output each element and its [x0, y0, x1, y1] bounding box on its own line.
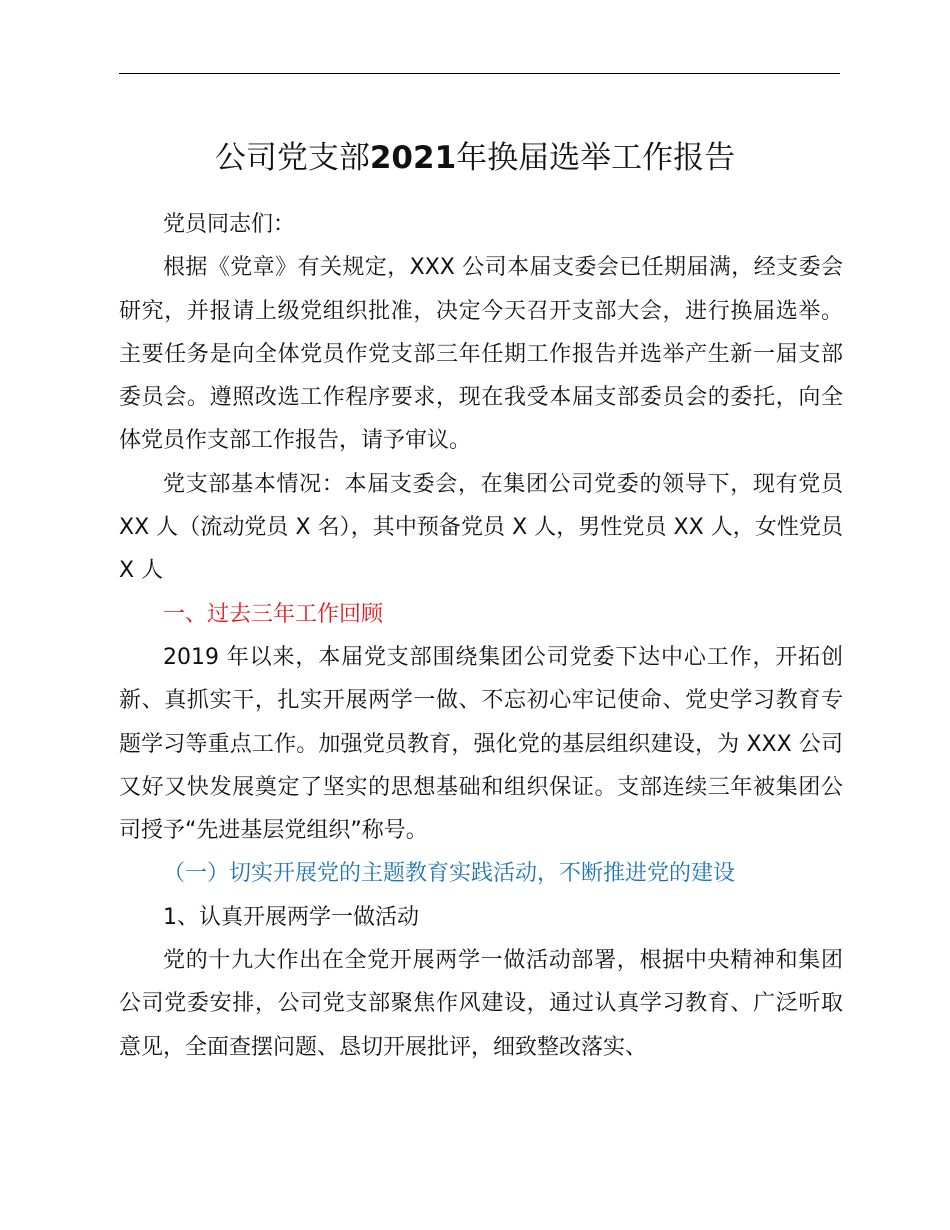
- intro-paragraph: 根据《党章》有关规定，XXX 公司本届支委会已任期届满，经支委会研究，并报请上级党组织批准，决定今天召开支部大会，进行换届选举。主要任务是向全体党员作党支部三年任期工作报告并选举产生新一届支部委员会。遵照改选工作程序要求，现在我受本届支部委员会的委托，向全体党员作支部工作报告，请予审议。: [119, 255, 843, 454]
- item-body-1: 党的十九大作出在全党开展两学一做活动部署，根据中央精神和集团公司党委安排，公司党支部聚焦作风建设，通过认真学习教育、广泛听取意见，全面查摆问题、恳切开展批评，细致整改落实、: [119, 948, 843, 1060]
- section-heading-review: 一、过去三年工作回顾: [163, 601, 384, 627]
- title-prefix: 公司党支部: [214, 140, 370, 176]
- salutation: 党员同志们：: [163, 212, 296, 237]
- document-body: [119, 203, 843, 1069]
- document-title: [0, 136, 950, 180]
- title-suffix: 年换届选举工作报告: [456, 140, 736, 176]
- item-heading-1: 1、认真开展两学一做活动: [163, 904, 419, 930]
- subsection-heading-1: （一）切实开展党的主题教育实践活动，不断推进党的建设: [163, 861, 736, 887]
- header-rule: [119, 73, 840, 74]
- title-year: 2021: [369, 140, 457, 176]
- basic-info-paragraph: 党支部基本情况：本届支委会，在集团公司党委的领导下，现有党员 XX 人（流动党员 X 名），其中预备党员 X 人，男性党员 XX 人，女性党员 X 人: [119, 471, 843, 584]
- review-paragraph: 2019 年以来，本届党支部围绕集团公司党委下达中心工作，开拓创新、真抓实干，扎实开展两学一做、不忘初心牢记使命、党史学习教育专题学习等重点工作。加强党员教育，强化党的基层组织建设，为 XXX 公司又好又快发展奠定了坚实的思想基础和组织保证。支部连续三年被集团公司授予“先进基层党组织”称号。: [119, 644, 843, 844]
